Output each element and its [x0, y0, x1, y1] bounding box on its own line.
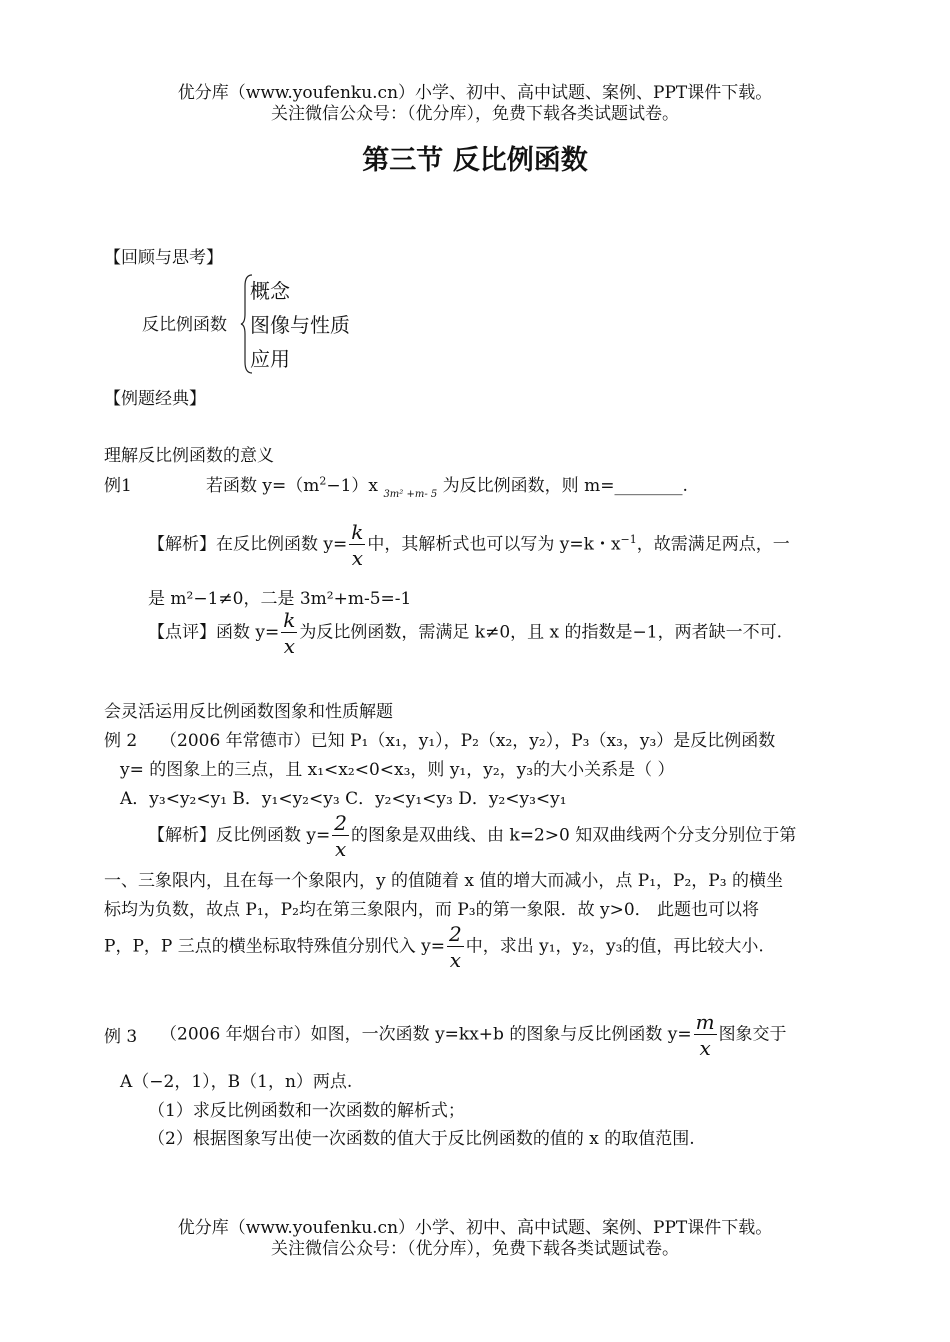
ex1-analysis-b: 中，其解析式也可以写为 y=k・x — [367, 534, 621, 555]
ex1-comment-b: 为反比例函数，需满足 k≠0，且 x 的指数是−1，两者缺一不可. — [299, 622, 783, 643]
ex2-options: A．y₃<y₂<y₁ B．y₁<y₂<y₃ C．y₂<y₁<y₃ D．y₂<y₃<y₁ — [120, 789, 567, 809]
ex1-q-pre: 若函数 y=（m — [206, 476, 320, 496]
section-1-title: 理解反比例函数的意义 — [104, 446, 274, 466]
ex3-fraction: $\frac{m}{x}$ — [695, 1010, 715, 1060]
ex3-points: A（−2，1），B（1，n）两点. — [120, 1072, 353, 1092]
ex2-fraction: $\frac{2}{x}$ — [334, 811, 347, 861]
review-branch-graph: 图像与性质 — [250, 313, 350, 337]
ex3-part-2: （2）根据图象写出使一次函数的值大于反比例函数的值的 x 的取值范围. — [148, 1129, 695, 1149]
ex3-question: （2006 年烟台市）如图，一次函数 y=kx+b 的图象与反比例函数 y= $\frac{m}{x}$ 图象交于 — [160, 1010, 787, 1060]
ex2-analysis-line-3: 标均为负数，故点 P₁，P₂均在第三象限内，而 P₃的第一象限．故 y>0． 此题也可以将 — [104, 900, 760, 920]
header-line-2: 关注微信公众号：（优分库），免费下载各类试题试卷。 — [271, 104, 679, 124]
ex3-label: 例 3 — [104, 1027, 138, 1047]
examples-heading: 【例题经典】 — [104, 389, 206, 409]
ex1-analysis-tag: 【解析】 — [148, 534, 216, 555]
page-title: 第三节 反比例函数 — [362, 145, 588, 176]
ex2-question-line-1: （2006 年常德市）已知 P₁（x₁，y₁），P₂（x₂，y₂），P₃（x₃，y₃）是反比例函数 — [160, 731, 776, 751]
footer-line-2: 关注微信公众号：（优分库），免费下载各类试题试卷。 — [271, 1239, 679, 1259]
review-root: 反比例函数 — [142, 315, 227, 335]
ex1-analysis: 【解析】在反比例函数 y= $\frac{k}{x}$ 中，其解析式也可以写为 y=k・$x^{-1}$，故需满足两点，一 — [148, 520, 790, 570]
ex1-exponent: 3m² +m- 5 — [383, 489, 438, 500]
header-line-1: 优分库（www.youfenku.cn）小学、初中、高中试题、案例、PPT课件下载。 — [177, 83, 773, 103]
ex2-fraction-2: $\frac{2}{x}$ — [448, 922, 462, 972]
ex1-analysis-line-2: 是 m²−1≠0，二是 3m²+m-5=-1 — [148, 589, 412, 609]
ex3-part-1: （1）求反比例函数和一次函数的解析式； — [148, 1101, 465, 1121]
ex1-question: 若函数 $y=(m^2-1)x$ $_{3m^2 +m- 5}$ 为反比例函数，则 m=________. — [206, 474, 688, 500]
ex1-q-post: 为反比例函数，则 m=________. — [442, 476, 688, 496]
ex2-analysis-line-2: 一、三象限内，且在每一个象限内，y 的值随着 x 值的增大而减小，点 P₁，P₂，P₃ 的横坐 — [104, 871, 783, 891]
review-branch-application: 应用 — [250, 347, 290, 371]
ex2-analysis-tag: 【解析】 — [148, 825, 216, 846]
ex1-comment-fraction: $\frac{k}{x}$ — [283, 608, 296, 658]
ex1-fraction: $\frac{k}{x}$ — [351, 520, 364, 570]
ex2-analysis-line-4: P，P，P 三点的横坐标取特殊值分别代入 y= $\frac{2}{x}$ 中，求出 y₁，y₂，y₃的值，再比较大小. — [104, 922, 764, 972]
ex1-comment-a: 函数 y= — [216, 622, 280, 643]
ex1-q-mid: −1）x — [326, 476, 384, 496]
ex1-analysis-c: ，故需满足两点，一 — [636, 534, 790, 555]
review-branch-concept: 概念 — [250, 279, 290, 303]
ex1-comment-tag: 【点评】 — [148, 622, 216, 643]
section-2-title: 会灵活运用反比例函数图象和性质解题 — [104, 702, 393, 722]
ex1-label: 例1 — [104, 476, 132, 496]
ex1-analysis-a: 在反比例函数 y= — [216, 534, 348, 555]
ex2-question-line-2: y= 的图象上的三点，且 x₁<x₂<0<x₃，则 y₁，y₂，y₃的大小关系是（ ） — [120, 760, 675, 780]
review-heading: 【回顾与思考】 — [104, 248, 223, 268]
ex2-analysis-line-1: 【解析】反比例函数 y= $\frac{2}{x}$ 的图象是双曲线、由 k=2>0 知双曲线两个分支分别位于第 — [148, 811, 797, 861]
footer-line-1: 优分库（www.youfenku.cn）小学、初中、高中试题、案例、PPT课件下载。 — [177, 1218, 773, 1238]
ex1-comment — [148, 610, 782, 656]
ex2-label: 例 2 — [104, 731, 138, 751]
